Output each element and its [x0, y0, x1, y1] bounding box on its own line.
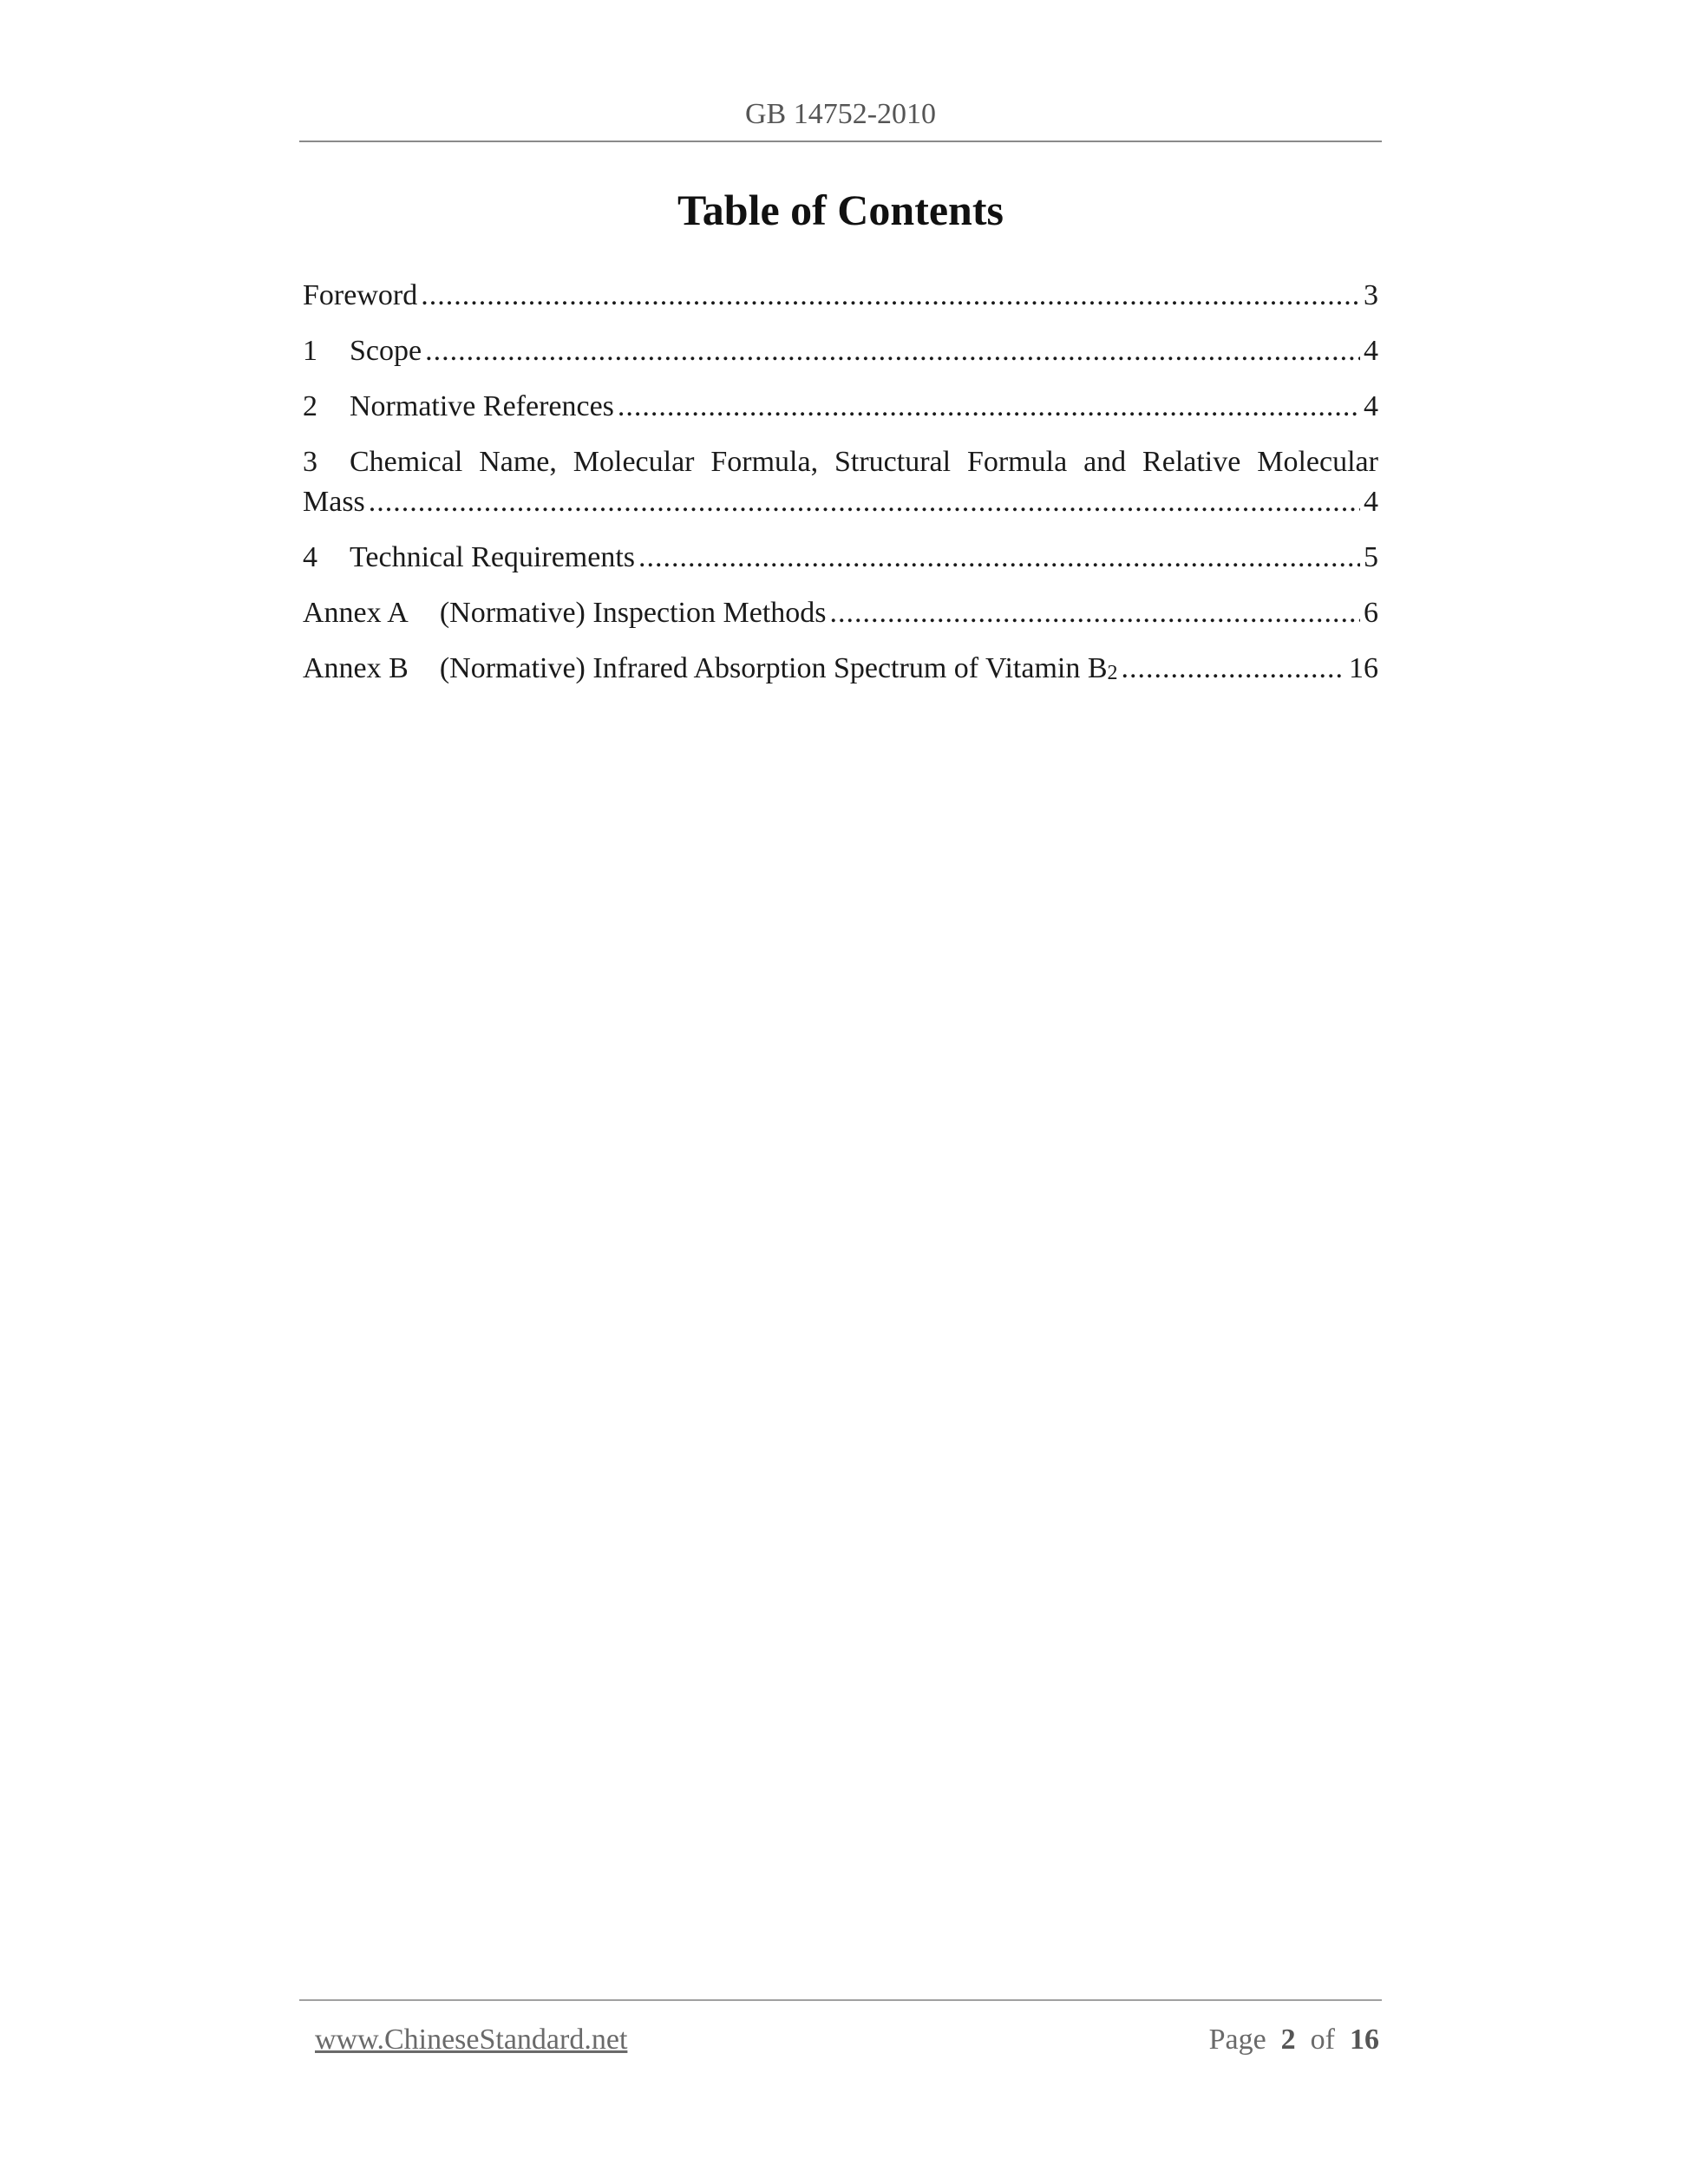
total-page-number: 16 — [1350, 2024, 1379, 2056]
page-indicator — [1209, 2023, 1379, 2057]
header-divider — [299, 141, 1382, 142]
toc-word: Structural — [834, 446, 952, 478]
toc-label: (Normative) Infrared Absorption Spectrum of Vitamin $B_2$ — [439, 652, 1118, 684]
toc-word: and — [1083, 446, 1127, 478]
toc-word: Molecular — [572, 446, 695, 478]
toc-label-continued: Mass — [303, 486, 365, 518]
page-title: Table of Contents — [677, 186, 1004, 234]
toc-leader-dots — [638, 538, 1360, 578]
toc-number: 1 — [303, 335, 317, 367]
toc-entry-scope[interactable] — [303, 331, 1378, 371]
toc-entry-annex-b[interactable] — [303, 649, 1378, 691]
toc-word: Molecular — [1257, 446, 1378, 478]
website-link[interactable]: www.ChineseStandard.net — [315, 2024, 628, 2056]
footer-divider — [299, 1999, 1382, 2001]
subscript: 2 — [1107, 662, 1118, 684]
toc-leader-dots — [421, 276, 1360, 316]
toc-page-number: 4 — [1364, 335, 1378, 367]
toc-page-number: 3 — [1364, 279, 1378, 311]
toc-page-number: 6 — [1364, 597, 1378, 629]
current-page-number: 2 — [1280, 2024, 1296, 2056]
toc-leader-dots — [618, 387, 1360, 427]
toc-line-second — [303, 482, 1378, 522]
toc-word: Relative — [1142, 446, 1241, 478]
toc-entry-annex-a[interactable] — [303, 593, 1378, 633]
toc-page-number: 4 — [1364, 390, 1378, 422]
page-word: Page — [1208, 2024, 1266, 2056]
toc-entry-normative-references[interactable] — [303, 387, 1378, 427]
toc-leader-dots — [830, 593, 1361, 633]
toc-leader-dots — [369, 482, 1360, 522]
toc-number: 4 — [303, 541, 317, 573]
toc-label: Technical Requirements — [350, 541, 635, 573]
toc-entry-foreword[interactable] — [303, 276, 1378, 316]
toc-number: 3 Chemical — [303, 446, 463, 478]
toc-page-number: 16 — [1349, 652, 1378, 684]
toc-number: 2 — [303, 390, 317, 422]
toc-word: Name, — [479, 446, 557, 478]
toc-number: Annex A — [303, 597, 409, 629]
toc-word: Formula — [966, 446, 1068, 478]
running-header: GB 14752-2010 — [744, 98, 937, 130]
toc-leader-dots — [425, 331, 1360, 371]
toc-leader-dots — [1122, 649, 1345, 689]
of-word: of — [1310, 2024, 1335, 2056]
toc-entry-technical-requirements[interactable] — [303, 538, 1378, 578]
toc-number: Annex B — [303, 652, 409, 684]
table-of-contents — [303, 276, 1378, 707]
toc-line-first — [303, 442, 1378, 482]
toc-entry-chemical-name[interactable] — [303, 442, 1378, 522]
toc-page-number: 4 — [1364, 486, 1378, 518]
toc-label: Normative References — [350, 390, 614, 422]
toc-label: (Normative) Inspection Methods — [439, 597, 827, 629]
toc-page-number: 5 — [1364, 541, 1378, 573]
toc-word: Formula, — [710, 446, 819, 478]
toc-label: Foreword — [303, 279, 418, 311]
toc-label: Scope — [350, 335, 422, 367]
